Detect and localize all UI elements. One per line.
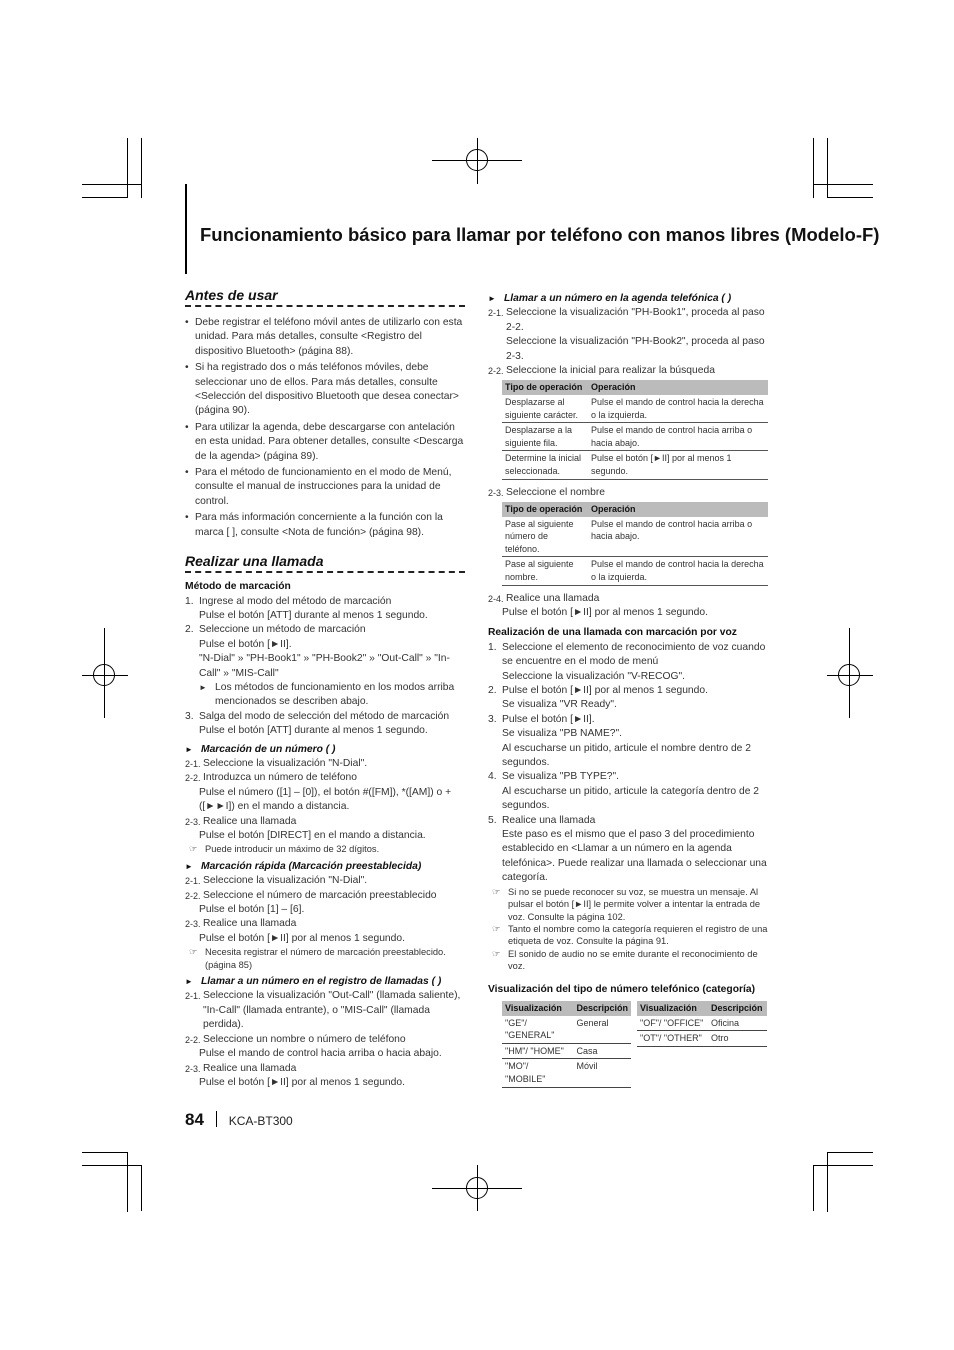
marcacion-numero-title: ► Marcación de un número ( ) bbox=[185, 743, 465, 757]
voz-step-2-desc: Se visualiza "VR Ready". bbox=[502, 699, 617, 711]
section-realizar-heading: Realizar una llamada bbox=[185, 554, 465, 576]
page-number: 84 bbox=[185, 1110, 204, 1129]
bullet: • Para más información concerniente a la función con la marca [ ], consulte <Nota de función> (página 98). bbox=[185, 511, 465, 540]
category-table-right bbox=[637, 1001, 767, 1047]
metodo-title: Método de marcación bbox=[185, 581, 291, 593]
num-step-2: Introduzca un número de teléfono bbox=[203, 772, 357, 784]
registro-step-2-desc: Pulse el mando de control hacia arriba o hacia abajo. bbox=[199, 1048, 442, 1060]
marcacion-rapida-title: ► Marcación rápida (Marcación preestablecida) bbox=[185, 860, 465, 874]
table-row: "OT"/ "OTHER" Otro bbox=[637, 1031, 767, 1047]
section-antes-heading: Antes de usar bbox=[185, 288, 465, 310]
agenda-title: ► Llamar a un número en la agenda telefónica ( ) bbox=[488, 292, 770, 306]
bullet: • Para utilizar la agenda, debe descargarse con antelación en esta unidad. Para obtener detalles, consulte <Descarga de la agenda> (página 89). bbox=[185, 421, 465, 464]
voz-step-5: Realice una llamada bbox=[502, 814, 596, 826]
page-title: Funcionamiento básico para llamar por teléfono con manos libres (Modelo-F) bbox=[200, 224, 880, 245]
num-step-3-desc: Pulse el botón [DIRECT] en el mando a distancia. bbox=[199, 830, 426, 841]
registro-llamadas-title: ► Llamar a un número en el registro de llamadas ( ) bbox=[185, 975, 465, 989]
voz-title: Realización de una llamada con marcación por voz bbox=[488, 627, 737, 639]
table-header: Tipo de operación bbox=[502, 502, 588, 517]
note-icon: ☞ bbox=[189, 844, 198, 855]
step-3-desc: Pulse el botón [ATT] durante al menos 1 segundo. bbox=[199, 725, 428, 737]
agenda-step-4: Realice una llamada bbox=[506, 592, 600, 604]
table-row: "MO"/ "MOBILE" Móvil bbox=[502, 1059, 631, 1087]
voz-step-3-desc: Se visualiza "PB NAME?". bbox=[502, 728, 623, 740]
voz-step-3-desc2: Al escucharse un pitido, articule el nombre dentro de 2 segundos. bbox=[502, 742, 751, 769]
table-row: Pase al siguiente número de teléfono. Pulse el mando de control hacia arriba o hacia abajo. bbox=[502, 517, 768, 557]
table-header: Visualización bbox=[637, 1001, 708, 1016]
voz-step-4-desc: Al escucharse un pitido, articule la categoría dentro de 2 segundos. bbox=[502, 785, 760, 812]
title-rule bbox=[185, 184, 187, 274]
table-header: Operación bbox=[588, 502, 768, 517]
bullet: • Si ha registrado dos o más teléfonos móviles, debe seleccionar uno de ellos. Para más detalles, consulte <Selección del dispositivo Bluetooth que desea conectar> (página 90). bbox=[185, 361, 465, 419]
left-column: Antes de usar • Debe registrar el teléfono móvil antes de utilizarlo con esta unidad. Para más detalles, consulte <Registro del dispositivo Bluetooth> (página 88). • Si ha registrado dos o más teléfonos móviles, debe seleccionar uno de ellos. Para más detalles, consulte <Selección del dispositivo Bluetooth que desea conectar> (página 90). • Para utilizar la agenda, debe descargarse con antelación en esta unidad. Para obtener detalles, consulte <Descarga de la agenda> (página 89). • Para el método de funcionamiento en el modo de Menú, consulte el manual de instrucciones para la unidad de control. • Para más información concerniente a la función con la marca [ ], consulte <Nota de función> (página 98). Realizar una llamada Método de marcación 1. Ingrese al modo del método de marcación Pulse el botón [ATT] durante al menos 1 segundo. 2. Seleccione un método de marcación Pulse el botón [►II]. "N-Dial" » "PH-Book1" » "PH-Book2" » "Out-Call" » "In-Call" » "MIS-Call" ► Los métodos de funcionamiento en los modos arriba mencionados se describen abajo. 3. Salga del modo de selección del método de marcación Pulse el botón [ATT] durante al menos 1 segundo. ► Marcación de un número ( ) 2-1. Seleccione la visualización "N-Dial". 2-2. Introduzca un número de teléfono Pulse el número ([1] – [0]), el botón #([FM]), *([AM]) o +([►►I]) en el mando a distancia. 2-3. Realice una llamada Pulse el botón [DIRECT] en el mando a distancia. ☞ Puede introducir un máximo de 32 dígitos. ► Marcación rápida (Marcación preestablecida) 2-1. Seleccione la visualización "N-Dial". 2-2. Seleccione el número de marcación preestablecido Pulse el botón [1] – [6]. 2-3. Realice una llamada Pulse el botón [►II] por al menos 1 segundo. ☞ Necesita registrar el número de marcación preestablecido. (página 85) ► Llamar a un número en el registro de llamadas ( ) 2-1. Seleccione la visualización "Out-Call" (llamada saliente), "In-Call" (llamada entrante), o "MIS-Call" (llamada perdida). 2-2. Seleccione un nombre o número de teléfono Pulse el mando de control hacia arriba o hacia abajo. 2-3. Realice una llamada Pulse el botón [►II] por al menos 1 segundo. bbox=[185, 288, 465, 1090]
registro-step-3-desc: Pulse el botón [►II] por al menos 1 segundo. bbox=[199, 1076, 405, 1088]
table-header: Operación bbox=[588, 380, 768, 395]
table-header: Tipo de operación bbox=[502, 380, 588, 395]
num-step-2-desc: Pulse el número ([1] – [0]), el botón #([FM]), *([AM]) o +([►►I]) en el mando a distancia. bbox=[199, 786, 452, 813]
agenda-step-2: Seleccione la inicial para realizar la búsqueda bbox=[506, 365, 715, 377]
right-column: ► Llamar a un número en la agenda telefónica ( ) 2-1. Seleccione la visualización "PH-Book1", proceda al paso 2-2. Seleccione la visualización "PH-Book2", proceda al paso 2-3. 2-2. Seleccione la inicial para realizar la búsqueda Tipo de operación Operación Desplazarse al siguiente carácter. Pulse el mando de control hacia la derecha o la izquierda. Desplazarse a la siguiente fila. Pulse el mando de control hacia arriba o hacia abajo. Determine la inicial seleccionada. Pulse el botón [►II] por al menos 1 segundo. 2-3. Seleccione el nombre Tipo de operación Operación Pase al siguiente número de teléfono. Pulse el mando de control hacia arriba o hacia abajo. Pase al siguiente nombre. Pulse el mando de control hacia la derecha o la izquierda. 2-4. Realice una llamada Pulse el botón [►II] por al menos 1 segundo. Realización de una llamada con marcación por voz 1. Seleccione el elemento de reconocimiento de voz cuando se encuentre en el modo de menú Seleccione la visualización "V-RECOG". 2. Pulse el botón [►II] por al menos 1 segundo. Se visualiza "VR Ready". 3. Pulse el botón [►II]. Se visualiza "PB NAME?". Al escucharse un pitido, articule el nombre dentro de 2 segundos. 4. Se visualiza "PB TYPE?". Al escucharse un pitido, articule la categoría dentro de 2 segundos. 5. Realice una llamada Este paso es el mismo que el paso 3 del procedimiento establecido en <Llamar a un número en la agenda telefónica>. Puede realizar una llamada o seleccionar una categoría. ☞ Si no se puede reconocer su voz, se muestra un mensaje. Al pulsar el botón [►II] le permite volver a intentar la entrada de voz. Consulte la página 102. ☞ Tanto el nombre como la categoría requieren el registro de una etiqueta de voz. Consulte la página 91. ☞ El sonido de audio no se emite durante el reconocimiento de voz. Visualización del tipo de número telefónico (categoría) Visualización Descripción "GE"/ "GENERAL" General "HM"/ "HOME" Casa "MO"/ "MOBILE" Móvil Visualización Descripción "OF"/ "OFFICE" Oficina "OT"/ "OTHER" Otro bbox=[488, 292, 770, 1088]
rapida-step-3-desc: Pulse el botón [►II] por al menos 1 segundo. bbox=[199, 932, 405, 944]
note-icon: ☞ bbox=[492, 886, 501, 897]
table-row: Pase al siguiente nombre. Pulse el mando de control hacia la derecha o la izquierda. bbox=[502, 557, 768, 585]
rapida-step-2-desc: Pulse el botón [1] – [6]. bbox=[199, 904, 305, 916]
model-name: KCA-BT300 bbox=[228, 1114, 293, 1128]
page-footer bbox=[185, 1110, 293, 1130]
agenda-step-1: Seleccione la visualización "PH-Book1", proceda al paso 2-2. bbox=[506, 307, 765, 333]
table-row: Determine la inicial seleccionada. Pulse el botón [►II] por al menos 1 segundo. bbox=[502, 451, 768, 479]
table-row: "HM"/ "HOME" Casa bbox=[502, 1043, 631, 1059]
registro-step-1: Seleccione la visualización "Out-Call" (llamada saliente), "In-Call" (llamada entrante), o "MIS-Call" (llamada perdida). bbox=[203, 990, 461, 1031]
note-icon: ☞ bbox=[492, 923, 501, 934]
rapida-note: Necesita registrar el número de marcación preestablecido. (página 85) bbox=[205, 947, 446, 970]
bullet: • Debe registrar el teléfono móvil antes de utilizarlo con esta unidad. Para más detalles, consulte <Registro del dispositivo Bluetooth> (página 88). bbox=[185, 316, 465, 359]
category-table-left bbox=[502, 1001, 631, 1088]
registro-step-3: Realice una llamada bbox=[203, 1062, 297, 1074]
footer-divider bbox=[216, 1111, 217, 1127]
operation-table-2 bbox=[502, 502, 768, 586]
agenda-step-4-desc: Pulse el botón [►II] por al menos 1 segundo. bbox=[502, 606, 708, 618]
num-note: Puede introducir un máximo de 32 dígitos. bbox=[205, 844, 380, 855]
voz-step-4: Se visualiza "PB TYPE?". bbox=[502, 771, 620, 783]
categoria-title: Visualización del tipo de número telefónico (categoría) bbox=[488, 983, 756, 995]
table-row: Desplazarse al siguiente carácter. Pulse el mando de control hacia la derecha o la izquierda. bbox=[502, 395, 768, 423]
voz-step-2: Pulse el botón [►II] por al menos 1 segundo. bbox=[502, 685, 708, 696]
registro-step-2: Seleccione un nombre o número de teléfono bbox=[203, 1033, 406, 1045]
voz-step-1: Seleccione el elemento de reconocimiento de voz cuando se encuentre en el modo de menú bbox=[502, 641, 766, 668]
step-2-modes: "N-Dial" » "PH-Book1" » "PH-Book2" » "Out-Call" » "In-Call" » "MIS-Call" bbox=[199, 653, 450, 679]
agenda-step-1b: Seleccione la visualización "PH-Book2", proceda al paso 2-3. bbox=[506, 336, 765, 362]
step-1: Ingrese al modo del método de marcación bbox=[199, 595, 392, 607]
step-2: Seleccione un método de marcación bbox=[199, 624, 366, 636]
num-step-1: Seleccione la visualización "N-Dial". bbox=[203, 757, 368, 769]
voz-note: Si no se puede reconocer su voz, se muestra un mensaje. Al pulsar el botón [►II] le permite volver a intentar la entrada de voz. Consulte la página 102. bbox=[508, 886, 761, 922]
bullet: • Para el método de funcionamiento en el modo de Menú, consulte el manual de instrucciones para la unidad de control. bbox=[185, 466, 465, 509]
voz-note: Tanto el nombre como la categoría requieren el registro de una etiqueta de voz. Consulte la página 91. bbox=[508, 923, 768, 947]
num-step-3: Realice una llamada bbox=[203, 815, 297, 827]
note-icon: ☞ bbox=[189, 947, 198, 958]
voz-step-3: Pulse el botón [►II]. bbox=[502, 713, 595, 725]
step-1-desc: Pulse el botón [ATT] durante al menos 1 segundo. bbox=[199, 609, 428, 621]
voz-note: El sonido de audio no se emite durante el reconocimiento de voz. bbox=[508, 948, 758, 972]
agenda-step-3: Seleccione el nombre bbox=[506, 486, 606, 498]
rapida-step-1: Seleccione la visualización "N-Dial". bbox=[203, 875, 368, 887]
rapida-step-2: Seleccione el número de marcación preestablecido bbox=[203, 889, 437, 901]
note-icon: ☞ bbox=[492, 948, 501, 959]
table-header: Descripción bbox=[573, 1001, 631, 1016]
step-3: Salga del modo de selección del método de marcación bbox=[199, 710, 450, 722]
table-row: "OF"/ "OFFICE" Oficina bbox=[637, 1016, 767, 1031]
step-2-note: ► Los métodos de funcionamiento en los modos arriba mencionados se describen abajo. bbox=[199, 681, 465, 710]
step-2-desc: Pulse el botón [►II]. bbox=[199, 638, 292, 650]
rapida-step-3: Realice una llamada bbox=[203, 918, 297, 930]
operation-table-1 bbox=[502, 380, 768, 479]
table-header: Visualización bbox=[502, 1001, 573, 1016]
table-header: Descripción bbox=[708, 1001, 767, 1016]
voz-step-1-desc: Seleccione la visualización "V-RECOG". bbox=[502, 670, 686, 682]
voz-step-5-desc: Este paso es el mismo que el paso 3 del procedimiento establecido en <Llamar a un número en la agenda telefónica>. Puede realizar una llamada o seleccionar una categoría. bbox=[502, 829, 767, 884]
table-row: "GE"/ "GENERAL" General bbox=[502, 1016, 631, 1044]
table-row: Desplazarse a la siguiente fila. Pulse el mando de control hacia arriba o hacia abajo. bbox=[502, 423, 768, 451]
